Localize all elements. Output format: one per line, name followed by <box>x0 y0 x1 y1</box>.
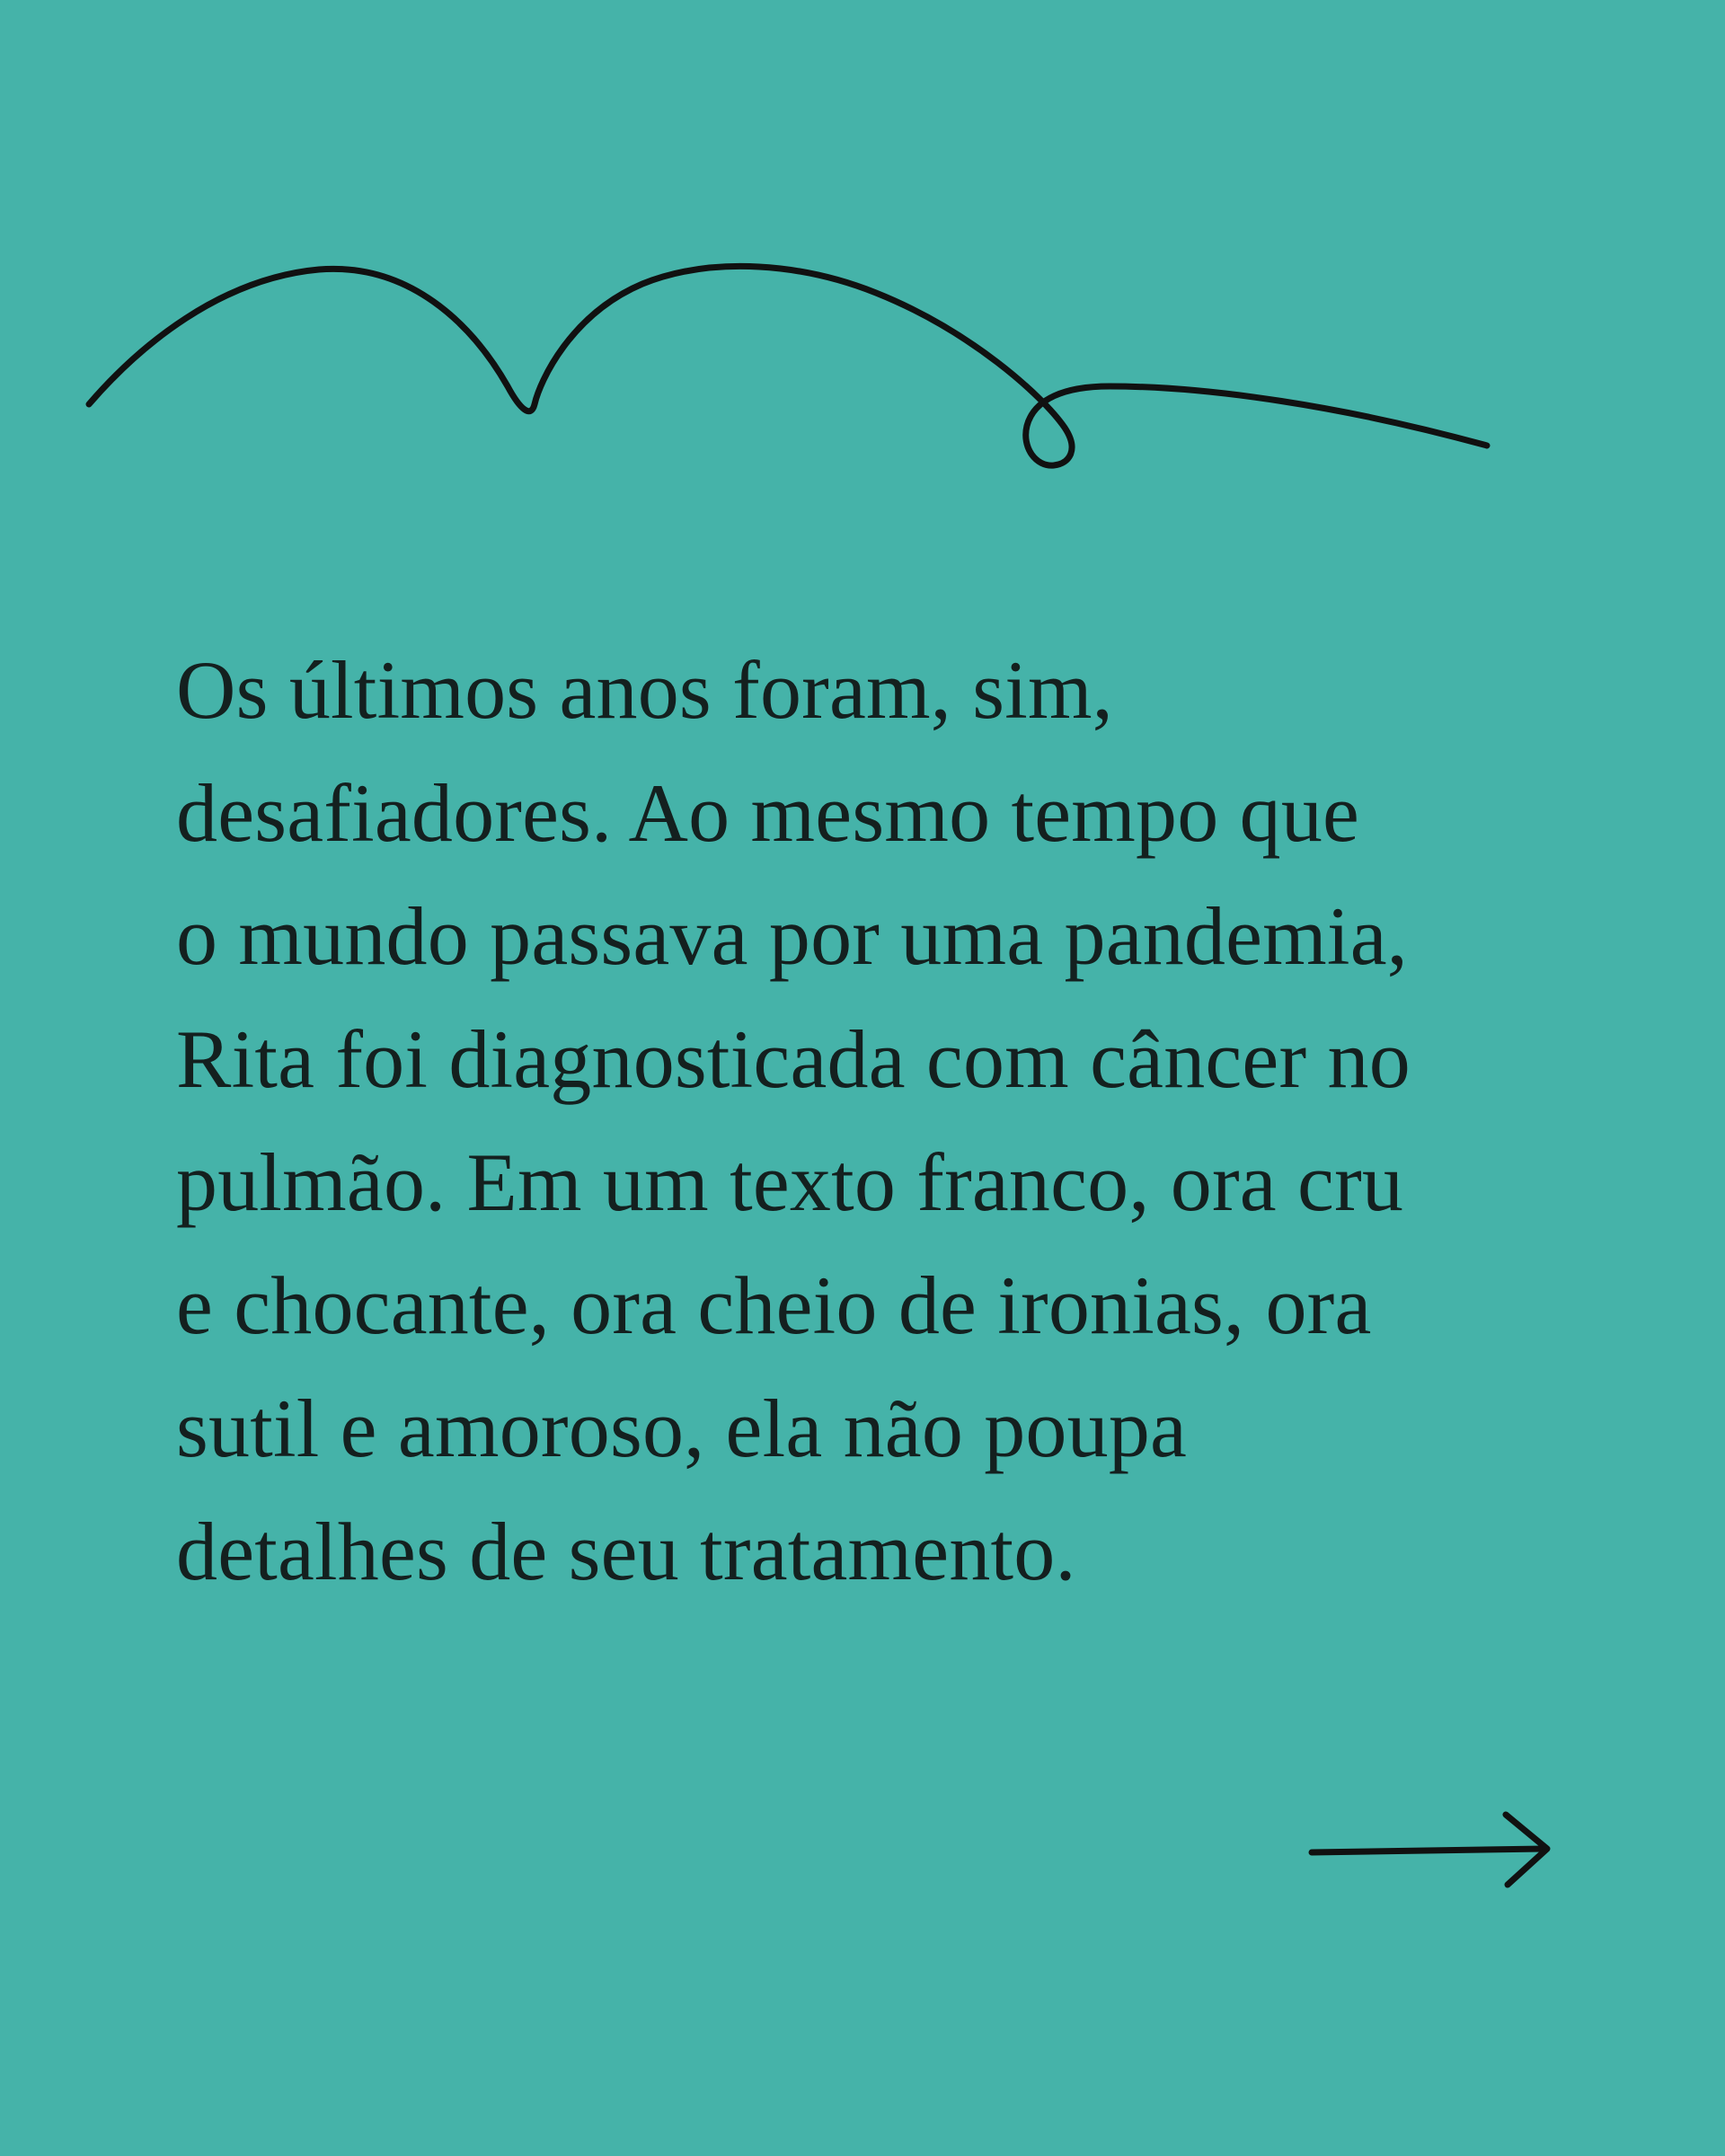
quote-line: desafiadores. Ao mesmo tempo que <box>176 767 1360 859</box>
hand-drawn-wave-icon <box>85 261 1613 566</box>
quote-line: e chocante, ora cheio de ironias, ora <box>176 1259 1372 1351</box>
quote-line: pulmão. Em um texto franco, ora cru <box>176 1136 1404 1228</box>
quote-line: o mundo passava por uma pandemia, <box>176 890 1408 982</box>
quote-line: sutil e amoroso, ela não poupa <box>176 1383 1188 1474</box>
quote-line: detalhes de seu tratamento. <box>176 1506 1076 1597</box>
quote-text <box>176 629 1596 1613</box>
quote-line: Os últimos anos foram, sim, <box>176 644 1113 736</box>
quote-line: Rita foi diagnosticada com câncer no <box>176 1013 1411 1105</box>
right-arrow-icon[interactable] <box>1303 1797 1572 1904</box>
